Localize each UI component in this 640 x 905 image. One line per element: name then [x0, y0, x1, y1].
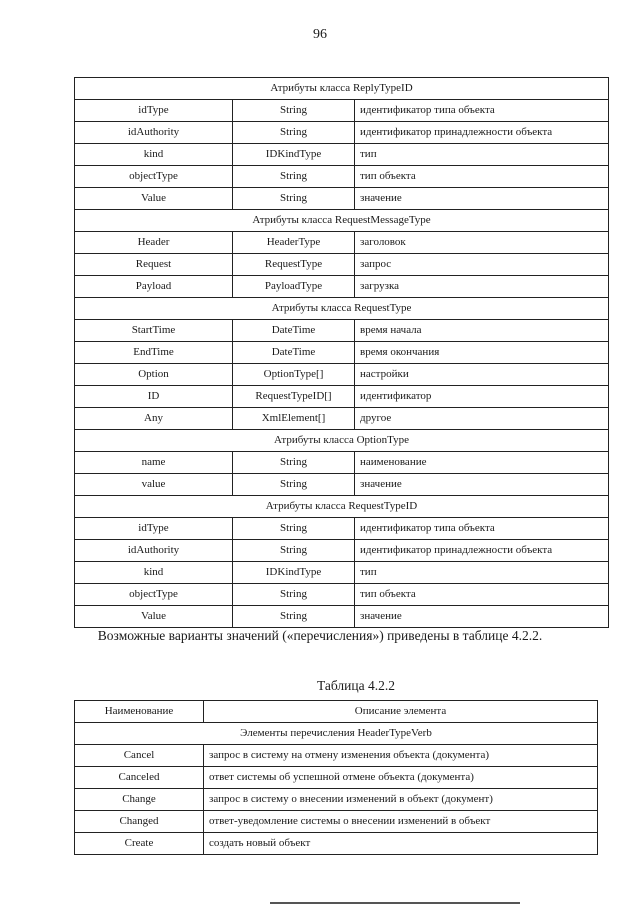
- attribute-name: StartTime: [75, 320, 233, 342]
- section-row: [75, 496, 609, 518]
- attribute-description: заголовок: [355, 232, 609, 254]
- attribute-description: идентификатор принадлежности объекта: [355, 122, 609, 144]
- attribute-name: idType: [75, 518, 233, 540]
- attribute-type: String: [233, 122, 355, 144]
- attribute-name: Any: [75, 408, 233, 430]
- table-row: [75, 320, 609, 342]
- attribute-description: время начала: [355, 320, 609, 342]
- attribute-name: Payload: [75, 276, 233, 298]
- table-row: [75, 584, 609, 606]
- attribute-name: ID: [75, 386, 233, 408]
- table-caption: Таблица 4.2.2: [317, 678, 395, 693]
- table-header-row: [75, 701, 598, 723]
- attribute-type: String: [233, 452, 355, 474]
- attribute-name: kind: [75, 144, 233, 166]
- attribute-description: тип: [355, 144, 609, 166]
- attribute-description: наименование: [355, 452, 609, 474]
- attribute-description: идентификатор: [355, 386, 609, 408]
- table-row: [75, 122, 609, 144]
- table-row: [75, 188, 609, 210]
- attribute-type: PayloadType: [233, 276, 355, 298]
- attribute-type: String: [233, 518, 355, 540]
- section-title: Атрибуты класса OptionType: [75, 430, 609, 452]
- table-row: [75, 811, 598, 833]
- attribute-description: время окончания: [355, 342, 609, 364]
- section-row: [75, 78, 609, 100]
- element-name: Changed: [75, 811, 204, 833]
- attribute-name: EndTime: [75, 342, 233, 364]
- attribute-description: другое: [355, 408, 609, 430]
- element-name: Cancel: [75, 745, 204, 767]
- section-title: Атрибуты класса RequestTypeID: [75, 496, 609, 518]
- table-row: [75, 474, 609, 496]
- attribute-description: идентификатор принадлежности объекта: [355, 540, 609, 562]
- attribute-type: RequestTypeID[]: [233, 386, 355, 408]
- attribute-name: idAuthority: [75, 122, 233, 144]
- element-description: создать новый объект: [204, 833, 598, 855]
- attribute-description: идентификатор типа объекта: [355, 100, 609, 122]
- section-row: [75, 430, 609, 452]
- attribute-description: идентификатор типа объекта: [355, 518, 609, 540]
- attribute-name: value: [75, 474, 233, 496]
- table-row: [75, 562, 609, 584]
- attribute-description: значение: [355, 188, 609, 210]
- table-row: [75, 540, 609, 562]
- element-description: ответ-уведомление системы о внесении изменений в объект: [204, 811, 598, 833]
- element-name: Change: [75, 789, 204, 811]
- table-row: [75, 276, 609, 298]
- element-description: запрос в систему о внесении изменений в объект (документ): [204, 789, 598, 811]
- attribute-type: String: [233, 100, 355, 122]
- attribute-type: DateTime: [233, 342, 355, 364]
- enumeration-table: [74, 700, 598, 855]
- table-row: [75, 166, 609, 188]
- attribute-name: idAuthority: [75, 540, 233, 562]
- table-row: [75, 254, 609, 276]
- section-title: Атрибуты класса RequestType: [75, 298, 609, 320]
- table-row: [75, 745, 598, 767]
- class-attributes-table: [74, 77, 609, 628]
- attribute-type: DateTime: [233, 320, 355, 342]
- attribute-name: Value: [75, 188, 233, 210]
- attribute-type: RequestType: [233, 254, 355, 276]
- table-row: [75, 386, 609, 408]
- table-row: [75, 518, 609, 540]
- table-row: [75, 833, 598, 855]
- attribute-type: IDKindType: [233, 562, 355, 584]
- section-title: Атрибуты класса ReplyTypeID: [75, 78, 609, 100]
- attribute-name: Header: [75, 232, 233, 254]
- element-description: запрос в систему на отмену изменения объекта (документа): [204, 745, 598, 767]
- attribute-description: запрос: [355, 254, 609, 276]
- element-description: ответ системы об успешной отмене объекта (документа): [204, 767, 598, 789]
- attribute-type: String: [233, 540, 355, 562]
- attribute-type: IDKindType: [233, 144, 355, 166]
- attribute-name: objectType: [75, 584, 233, 606]
- page-number: 96: [313, 27, 327, 42]
- table-row: [75, 452, 609, 474]
- attribute-type: String: [233, 584, 355, 606]
- section-row: [75, 723, 598, 745]
- attribute-name: Value: [75, 606, 233, 628]
- table-row: [75, 606, 609, 628]
- attribute-description: значение: [355, 474, 609, 496]
- attribute-name: objectType: [75, 166, 233, 188]
- attribute-type: String: [233, 606, 355, 628]
- scan-edge-line: [270, 902, 520, 904]
- table-row: [75, 364, 609, 386]
- section-row: [75, 298, 609, 320]
- table-row: [75, 342, 609, 364]
- element-name: Canceled: [75, 767, 204, 789]
- attribute-description: настройки: [355, 364, 609, 386]
- attribute-description: тип: [355, 562, 609, 584]
- attribute-name: name: [75, 452, 233, 474]
- attribute-description: загрузка: [355, 276, 609, 298]
- table-row: [75, 232, 609, 254]
- attribute-type: String: [233, 166, 355, 188]
- attribute-type: String: [233, 474, 355, 496]
- attribute-name: kind: [75, 562, 233, 584]
- enumeration-note: Возможные варианты значений («перечисления») приведены в таблице 4.2.2.: [97, 628, 543, 643]
- table-row: [75, 408, 609, 430]
- table-row: [75, 144, 609, 166]
- attribute-name: Request: [75, 254, 233, 276]
- attribute-description: значение: [355, 606, 609, 628]
- table-row: [75, 767, 598, 789]
- attribute-name: Option: [75, 364, 233, 386]
- attribute-type: XmlElement[]: [233, 408, 355, 430]
- attribute-type: String: [233, 188, 355, 210]
- section-title: Атрибуты класса RequestMessageType: [75, 210, 609, 232]
- attribute-type: OptionType[]: [233, 364, 355, 386]
- element-name: Create: [75, 833, 204, 855]
- table-row: [75, 789, 598, 811]
- attribute-name: idType: [75, 100, 233, 122]
- attribute-description: тип объекта: [355, 166, 609, 188]
- attribute-type: HeaderType: [233, 232, 355, 254]
- section-row: [75, 210, 609, 232]
- section-title: Элементы перечисления HeaderTypeVerb: [75, 723, 598, 745]
- table-row: [75, 100, 609, 122]
- header-name: Наименование: [75, 701, 204, 723]
- attribute-description: тип объекта: [355, 584, 609, 606]
- header-description: Описание элемента: [204, 701, 598, 723]
